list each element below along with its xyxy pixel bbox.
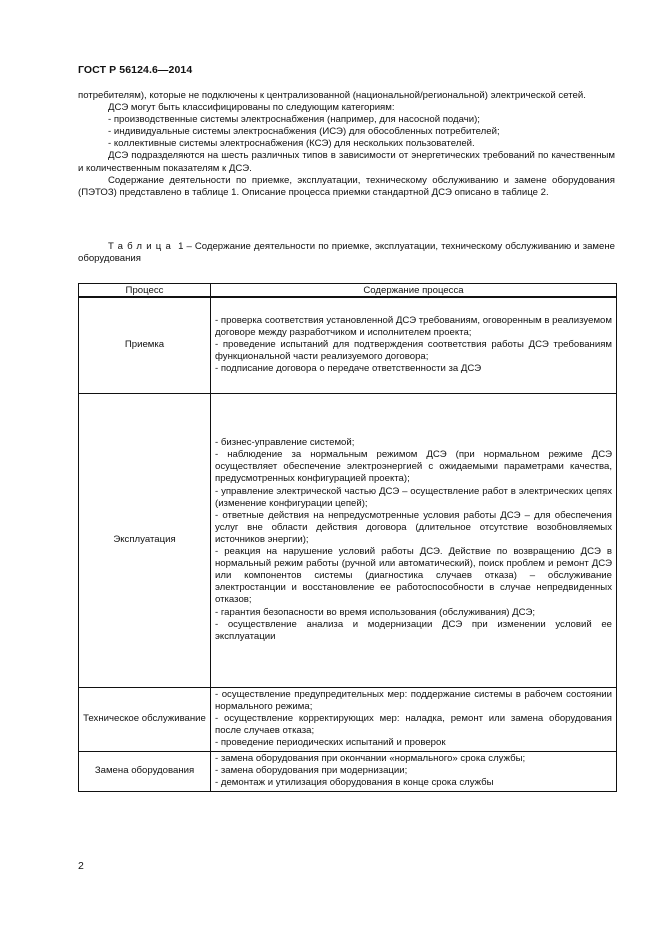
paragraph: Содержание деятельности по приемке, эксплуатации, техническому обслуживанию и замене оборудования (ПЭТОЗ) представлено в таблице 1. Описание процесса приемки стандартной ДСЭ описано в таблице 2. — [78, 174, 615, 198]
table-row-acceptance — [79, 297, 617, 393]
process-content — [211, 751, 617, 791]
list-item: - индивидуальные системы электроснабжения (ИСЭ) для обособленных потребителей; — [108, 126, 500, 138]
paragraph: потребителям), которые не подключены к централизованной (национальной/региональной) электрической сетей. — [78, 90, 586, 101]
table-row-replacement — [79, 751, 617, 791]
process-name: Замена оборудования — [79, 751, 211, 791]
content-item: - замена оборудования при окончании «нормального» срока службы; — [215, 752, 526, 764]
body-text — [78, 90, 615, 199]
content-item: - гарантия безопасности во время использования (обслуживания) ДСЭ; — [215, 606, 536, 618]
content-item: - проведение испытаний для подтверждения соответствия работы ДСЭ требованиям функциональной части реализуемого договора; — [215, 339, 612, 363]
process-table — [78, 283, 617, 792]
content-item: - управление электрической частью ДСЭ – осуществление работ в электрических цепях (изменение конфигурации цепей); — [215, 485, 612, 509]
content-item: - подписание договора о передаче ответственности за ДСЭ — [215, 363, 482, 375]
paragraph: ДСЭ могут быть классифицированы по следующим категориям: — [108, 102, 395, 114]
process-content — [211, 687, 617, 751]
content-item: - проведение периодических испытаний и проверок — [215, 737, 446, 749]
table-caption-label: Таблица — [108, 241, 176, 252]
list-item: - коллективные системы электроснабжения (КСЭ) для нескольких пользователей. — [108, 138, 475, 150]
list-item: - производственные системы электроснабжения (например, для насосной подачи); — [108, 114, 480, 126]
content-item: - бизнес-управление системой; — [215, 437, 355, 449]
paragraph: ДСЭ подразделяются на шесть различных типов в зависимости от энергетических требований по качественным и количественным показателям к ДСЭ. — [78, 150, 615, 174]
table-row-operation — [79, 393, 617, 687]
process-name: Техническое обслуживание — [79, 687, 211, 751]
content-item: - замена оборудования при модернизации; — [215, 764, 408, 776]
table-caption — [78, 241, 615, 265]
column-header-process: Процесс — [79, 284, 211, 298]
table-row-maintenance — [79, 687, 617, 751]
content-item: - демонтаж и утилизация оборудования в конце срока службы — [215, 777, 494, 789]
table-header-row — [79, 284, 617, 298]
table-caption-text: 1 – Содержание деятельности по приемке, эксплуатации, техническому обслуживанию и замене оборудования — [78, 241, 615, 265]
content-item: - ответные действия на непредусмотренные условия работы ДСЭ – для обеспечения услуг вне области действия договора (длительное отсутствие возобновляемых источников энергии); — [215, 509, 612, 545]
content-item: - наблюдение за нормальным режимом ДСЭ (при нормальном режиме ДСЭ осуществляет обеспечение электроэнергией с ожидаемыми параметрами качества, предусмотренных конфигурацией проекта); — [215, 449, 612, 485]
process-content — [211, 297, 617, 393]
page-number: 2 — [78, 860, 84, 872]
content-item: - реакция на нарушение условий работы ДСЭ. Действие по возвращению ДСЭ в нормальный режим работы (ручной или автоматический), поиск проблем и ремонт ДСЭ или компонентов системы (диагностика случаев отказа) – обслуживание электростанции и восстановление ее работоспособности в случае непредвиденных отказов; — [215, 546, 612, 606]
process-name: Приемка — [79, 297, 211, 393]
process-content — [211, 393, 617, 687]
content-item: - осуществление корректирующих мер: наладка, ремонт или замена оборудования после случаев отказа; — [215, 712, 612, 737]
content-item: - проверка соответствия установленной ДСЭ требованиям, оговоренным в реализуемом договоре между разработчиком и исполнителем проекта; — [215, 315, 612, 339]
content-item: - осуществление предупредительных мер: поддержание системы в рабочем состоянии нормального режима; — [215, 688, 612, 712]
content-item: - осуществление анализа и модернизации ДСЭ при изменении условий ее эксплуатации — [215, 618, 612, 642]
document-header: ГОСТ Р 56124.6—2014 — [78, 64, 193, 76]
column-header-content: Содержание процесса — [211, 284, 617, 298]
process-name: Эксплуатация — [79, 393, 211, 687]
